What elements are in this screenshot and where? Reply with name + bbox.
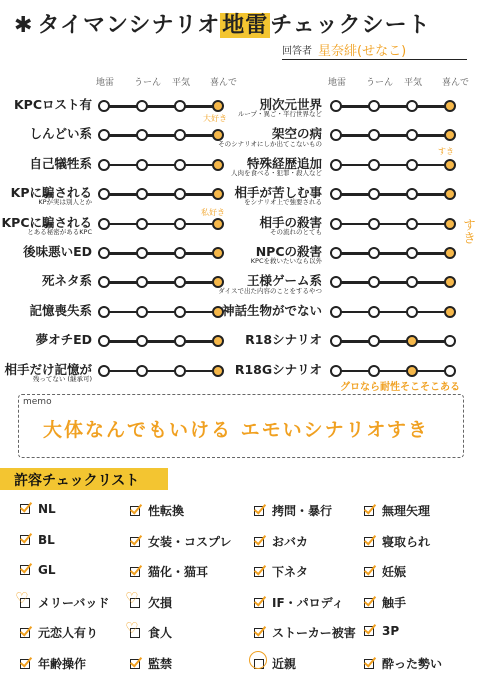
checkbox[interactable] [364,626,374,636]
scale-dot-1[interactable] [98,365,110,377]
checklist-item[interactable] [364,563,406,580]
scale-header: 地雷 [96,78,115,88]
row-label-text: 神話生物がでない [221,302,322,318]
scale-dot-3[interactable] [174,218,186,230]
row-sublabel: をシナリオ上で強要される [244,198,322,207]
scale-dot-3[interactable] [174,335,186,347]
checklist-label: 猫化・猫耳 [148,565,209,579]
checklist-item[interactable] [254,594,344,611]
scale-dot-2[interactable] [368,335,380,347]
scale-dot-1[interactable] [330,100,342,112]
scale-dot-4[interactable] [212,365,224,377]
row-label-text: 王様ゲーム系 [246,273,322,289]
checklist-label: おバカ [272,534,309,549]
checklist-item[interactable] [364,594,406,611]
checkbox[interactable] [20,504,30,514]
checklist-label: メリーバッド [38,595,110,610]
checklist-label: 監禁 [148,656,173,671]
rating-scale[interactable] [330,365,456,377]
checkbox[interactable] [130,567,140,577]
scale-line [336,193,450,196]
checkbox[interactable] [254,567,264,577]
scale-dot-4[interactable] [212,218,224,230]
row-label [259,216,322,236]
checklist-label: 元恋人有り [38,626,99,640]
row-label-text: 相手だけ記憶が [4,361,92,377]
scale-dot-1[interactable] [98,247,110,259]
checklist-label: 触手 [382,595,407,610]
checkbox[interactable] [364,537,374,547]
scale-line [104,105,218,108]
checkbox[interactable] [254,506,264,516]
scale-dot-4[interactable] [444,159,456,171]
rating-scale[interactable] [330,247,456,259]
row-sublabel: 残ってない (継承可) [32,374,92,383]
heart-mark-icon: ♡ [125,588,139,607]
memo-text: 大体なんでもいける エモいシナリオすき [43,419,429,441]
rating-scale[interactable] [98,218,224,230]
row-label [42,274,92,287]
row-label [1,216,92,236]
checklist-item[interactable] [364,655,442,672]
scale-dot-3[interactable] [174,129,186,141]
row-label-text: NPCの殺害 [255,244,322,259]
checklist-item[interactable] [130,533,232,550]
scale-line [336,164,450,167]
row-label [4,363,92,383]
checklist-label: BL [38,532,55,547]
checklist-label: 下ネタ [272,565,309,579]
checklist-label: 3P [382,624,400,638]
scale-dot-2[interactable] [368,247,380,259]
scale-dot-4[interactable] [444,188,456,200]
checklist-label: ストーカー被害 [272,626,356,640]
scale-dot-3[interactable] [406,129,418,141]
scale-line [104,223,218,226]
scale-dot-1[interactable] [98,276,110,288]
checklist-item[interactable] [20,563,56,577]
scale-dot-3[interactable] [406,159,418,171]
scale-dot-4[interactable] [444,218,456,230]
scale-dot-2[interactable] [136,129,148,141]
checklist-item[interactable] [254,533,308,550]
row-label [222,304,322,317]
scale-dot-1[interactable] [330,335,342,347]
scale-dot-2[interactable] [136,335,148,347]
scale-dot-3[interactable] [406,306,418,318]
row-label-text: R18Gシナリオ [234,361,322,377]
scale-dot-2[interactable] [136,247,148,259]
rating-scale[interactable] [98,306,224,318]
scale-dot-3[interactable] [406,365,418,377]
scale-line [104,311,218,314]
scale-dot-2[interactable] [368,218,380,230]
row-label [29,157,92,170]
scale-line [336,134,450,137]
rating-scale[interactable] [98,129,224,141]
row-sublabel: ループ・異ご・平行世界など [237,110,322,119]
checklist-item[interactable] [20,594,109,611]
rating-scale[interactable] [330,159,456,171]
row-label-text: 夢オチED [35,332,92,348]
scale-dot-1[interactable] [330,129,342,141]
row-label-text: 特殊経歴追加 [246,155,322,171]
scale-dot-2[interactable] [136,188,148,200]
scale-line [336,223,450,226]
row-sublabel: その流れのとても [270,227,322,236]
row-label [29,127,92,140]
checklist-label: 拷問・暴行 [272,504,333,518]
note-daisuki: 大好き [203,114,227,123]
checkbox[interactable] [364,598,374,608]
scale-dot-4[interactable] [444,335,456,347]
scale-dot-4[interactable] [212,159,224,171]
scale-dot-1[interactable] [98,188,110,200]
checklist-label: 食人 [148,626,173,640]
row-label [23,245,92,258]
scale-dot-3[interactable] [174,100,186,112]
row-label [238,98,322,118]
row-sublabel: KPが実は別人とか [38,198,92,207]
circle-mark [249,651,267,669]
checklist-label: 欠損 [148,595,173,610]
row-label-text: KPCに騙される [1,214,92,230]
scale-dot-1[interactable] [330,247,342,259]
checkbox[interactable] [254,598,264,608]
scale-dot-3[interactable] [406,100,418,112]
scale-dot-4[interactable] [212,100,224,112]
title-highlight: 地雷 [222,13,269,38]
checklist-item[interactable] [20,624,98,641]
checkbox[interactable] [364,567,374,577]
row-sublabel: そのシナリオにしか出てこないもの [218,139,322,148]
scale-dot-2[interactable] [136,365,148,377]
rating-scale[interactable] [330,100,456,112]
scale-header: 平気 [172,78,191,88]
rating-scale[interactable] [98,247,224,259]
respondent-field[interactable] [282,40,467,60]
checklist-label: 酔った勢い [382,656,443,671]
scale-dot-1[interactable] [330,159,342,171]
scale-dot-3[interactable] [406,188,418,200]
rating-scale[interactable] [98,188,224,200]
scale-line [336,340,450,343]
scale-dot-4[interactable] [444,100,456,112]
checkbox[interactable] [20,628,30,638]
scale-dot-3[interactable] [406,335,418,347]
rating-scale[interactable] [330,188,456,200]
checkbox[interactable] [130,506,140,516]
checklist-item[interactable] [254,502,332,519]
scale-dot-2[interactable] [136,276,148,288]
checklist-item[interactable] [364,624,399,638]
scale-dot-2[interactable] [136,306,148,318]
scale-dot-4[interactable] [212,335,224,347]
checklist-label: 年齢操作 [38,656,87,671]
note-watashi: 私好き [201,208,225,217]
memo-label: memo [23,397,52,407]
title-text-after: チェックシート [270,13,431,38]
scale-dot-4[interactable] [212,188,224,200]
scale-dot-3[interactable] [174,247,186,259]
scale-line [336,281,450,284]
checkbox[interactable] [20,565,30,575]
scale-dot-3[interactable] [174,188,186,200]
row-label-text: KPCロスト有 [13,97,92,112]
scale-dot-2[interactable] [136,100,148,112]
scale-dot-1[interactable] [330,218,342,230]
rating-scale[interactable] [98,100,224,112]
heart-mark-icon: ♡ [125,619,139,637]
scale-dot-4[interactable] [444,247,456,259]
memo-box[interactable] [18,394,464,458]
checklist-item[interactable] [364,502,430,519]
row-label [218,274,322,294]
title-text-before: タイマンシナリオ [37,13,221,38]
scale-line [104,134,218,137]
checkbox[interactable] [20,535,30,545]
scale-header: うーん [366,78,394,88]
respondent-label: 回答者 [282,46,312,57]
checklist-item[interactable] [254,563,308,580]
row-label-text: KPに騙される [10,185,92,201]
row-label [235,363,322,376]
scale-line [336,252,450,255]
scale-dot-2[interactable] [368,188,380,200]
row-label-text: 別次元世界 [259,97,322,112]
scale-line [336,105,450,108]
scale-header: うーん [134,78,162,88]
scale-dot-3[interactable] [406,218,418,230]
row-label-text: 自己犠牲系 [29,155,92,171]
note-suki-2: すき [460,218,475,244]
scale-line [104,370,218,373]
checklist-item[interactable] [20,533,55,547]
note-guro: グロなら耐性そこそこある [340,382,460,393]
scale-line [336,311,450,314]
checkbox[interactable] [130,659,140,669]
scale-dot-2[interactable] [368,159,380,171]
scale-dot-2[interactable] [136,159,148,171]
scale-dot-1[interactable] [98,159,110,171]
row-label-text: R18シナリオ [245,332,322,348]
scale-dot-2[interactable] [368,306,380,318]
checklist-item[interactable] [20,655,86,672]
checkbox[interactable] [364,506,374,516]
rating-scale[interactable] [330,218,456,230]
checklist-label: GL [38,563,56,577]
checklist-item[interactable] [254,624,356,641]
row-label [218,127,322,147]
checklist-label: IF・パロディ [272,595,344,610]
scale-dot-1[interactable] [330,188,342,200]
checklist-label: 性転換 [148,504,185,518]
asterisk-icon: ✱ [14,13,34,38]
scale-dot-3[interactable] [406,276,418,288]
row-label [11,186,92,206]
checkbox[interactable] [364,659,374,669]
checkbox[interactable] [254,537,264,547]
checkbox[interactable] [254,628,264,638]
row-label-text: 死ネタ系 [41,273,92,289]
checklist-item[interactable] [364,533,430,550]
scale-line [104,193,218,196]
row-label-text: 後味悪いED [23,244,92,259]
scale-dot-1[interactable] [330,306,342,318]
checklist-item[interactable] [20,502,56,516]
scale-header: 平気 [404,78,423,88]
checklist-label: 近親 [272,656,297,671]
scale-dot-2[interactable] [136,218,148,230]
scale-dot-1[interactable] [98,335,110,347]
checkbox[interactable] [20,659,30,669]
scale-dot-4[interactable] [444,306,456,318]
checklist-label: 女装・コスプレ [148,534,232,549]
scale-header: 喜んで [442,78,470,88]
row-label-text: 相手が苦しむ事 [234,185,322,201]
checklist-label: NL [38,502,56,516]
row-label-text: しんどい系 [29,126,92,142]
row-label [245,333,322,346]
row-label-text: 相手の殺害 [259,214,322,230]
row-label-text: 記憶喪失系 [29,302,92,318]
rating-scale[interactable] [330,335,456,347]
rating-scale[interactable] [98,159,224,171]
row-sublabel: ダイスで出た内容のことをするやつ [218,286,322,295]
row-sublabel: 人肉を食べる・犯罪・殺人など [231,168,322,177]
scale-line [104,281,218,284]
scale-dot-1[interactable] [98,129,110,141]
scale-dot-3[interactable] [406,247,418,259]
sheet-title [14,8,431,39]
row-sublabel: KPCを救いたいなら以外 [250,257,322,266]
row-label [234,186,322,206]
checklist-item[interactable] [130,563,208,580]
respondent-name: 星奈緋(せなこ) [318,44,407,59]
checkbox[interactable] [130,537,140,547]
row-label [29,304,92,317]
checklist-item[interactable] [130,502,184,519]
scale-dot-3[interactable] [174,159,186,171]
scale-dot-4[interactable] [444,276,456,288]
rating-scale[interactable] [330,306,456,318]
row-label-text: 架空の病 [271,126,322,142]
scale-dot-4[interactable] [444,365,456,377]
scale-dot-2[interactable] [368,100,380,112]
heart-mark-icon: ♡ [15,588,29,607]
scale-dot-4[interactable] [212,247,224,259]
scale-dot-3[interactable] [174,306,186,318]
scale-dot-4[interactable] [444,129,456,141]
rating-scale[interactable] [330,129,456,141]
scale-dot-3[interactable] [174,276,186,288]
rating-scale[interactable] [98,335,224,347]
checklist-heading: 許容チェックリスト [0,468,168,490]
row-label [251,245,322,265]
checklist-label: 無理矢理 [382,504,431,518]
checklist-label: 寝取られ [382,534,431,549]
scale-dot-1[interactable] [98,306,110,318]
note-suki-1: すき [438,147,454,156]
scale-line [104,164,218,167]
scale-dot-1[interactable] [330,365,342,377]
row-label [36,333,92,346]
scale-line [104,340,218,343]
row-sublabel: とある秘密があるKPC [27,227,92,236]
rating-scale[interactable] [98,276,224,288]
scale-header: 地雷 [328,78,347,88]
row-label [231,157,322,177]
scale-dot-2[interactable] [368,365,380,377]
checklist-item[interactable] [130,655,172,672]
scale-dot-1[interactable] [98,100,110,112]
scale-header: 喜んで [210,78,238,88]
scale-dot-3[interactable] [174,365,186,377]
scale-line [104,252,218,255]
rating-scale[interactable] [98,365,224,377]
scale-dot-1[interactable] [330,276,342,288]
checklist-label: 妊娠 [382,565,407,579]
scale-dot-2[interactable] [368,129,380,141]
rating-scale[interactable] [330,276,456,288]
scale-dot-2[interactable] [368,276,380,288]
row-label [14,98,92,111]
scale-line [336,370,450,373]
scale-dot-1[interactable] [98,218,110,230]
